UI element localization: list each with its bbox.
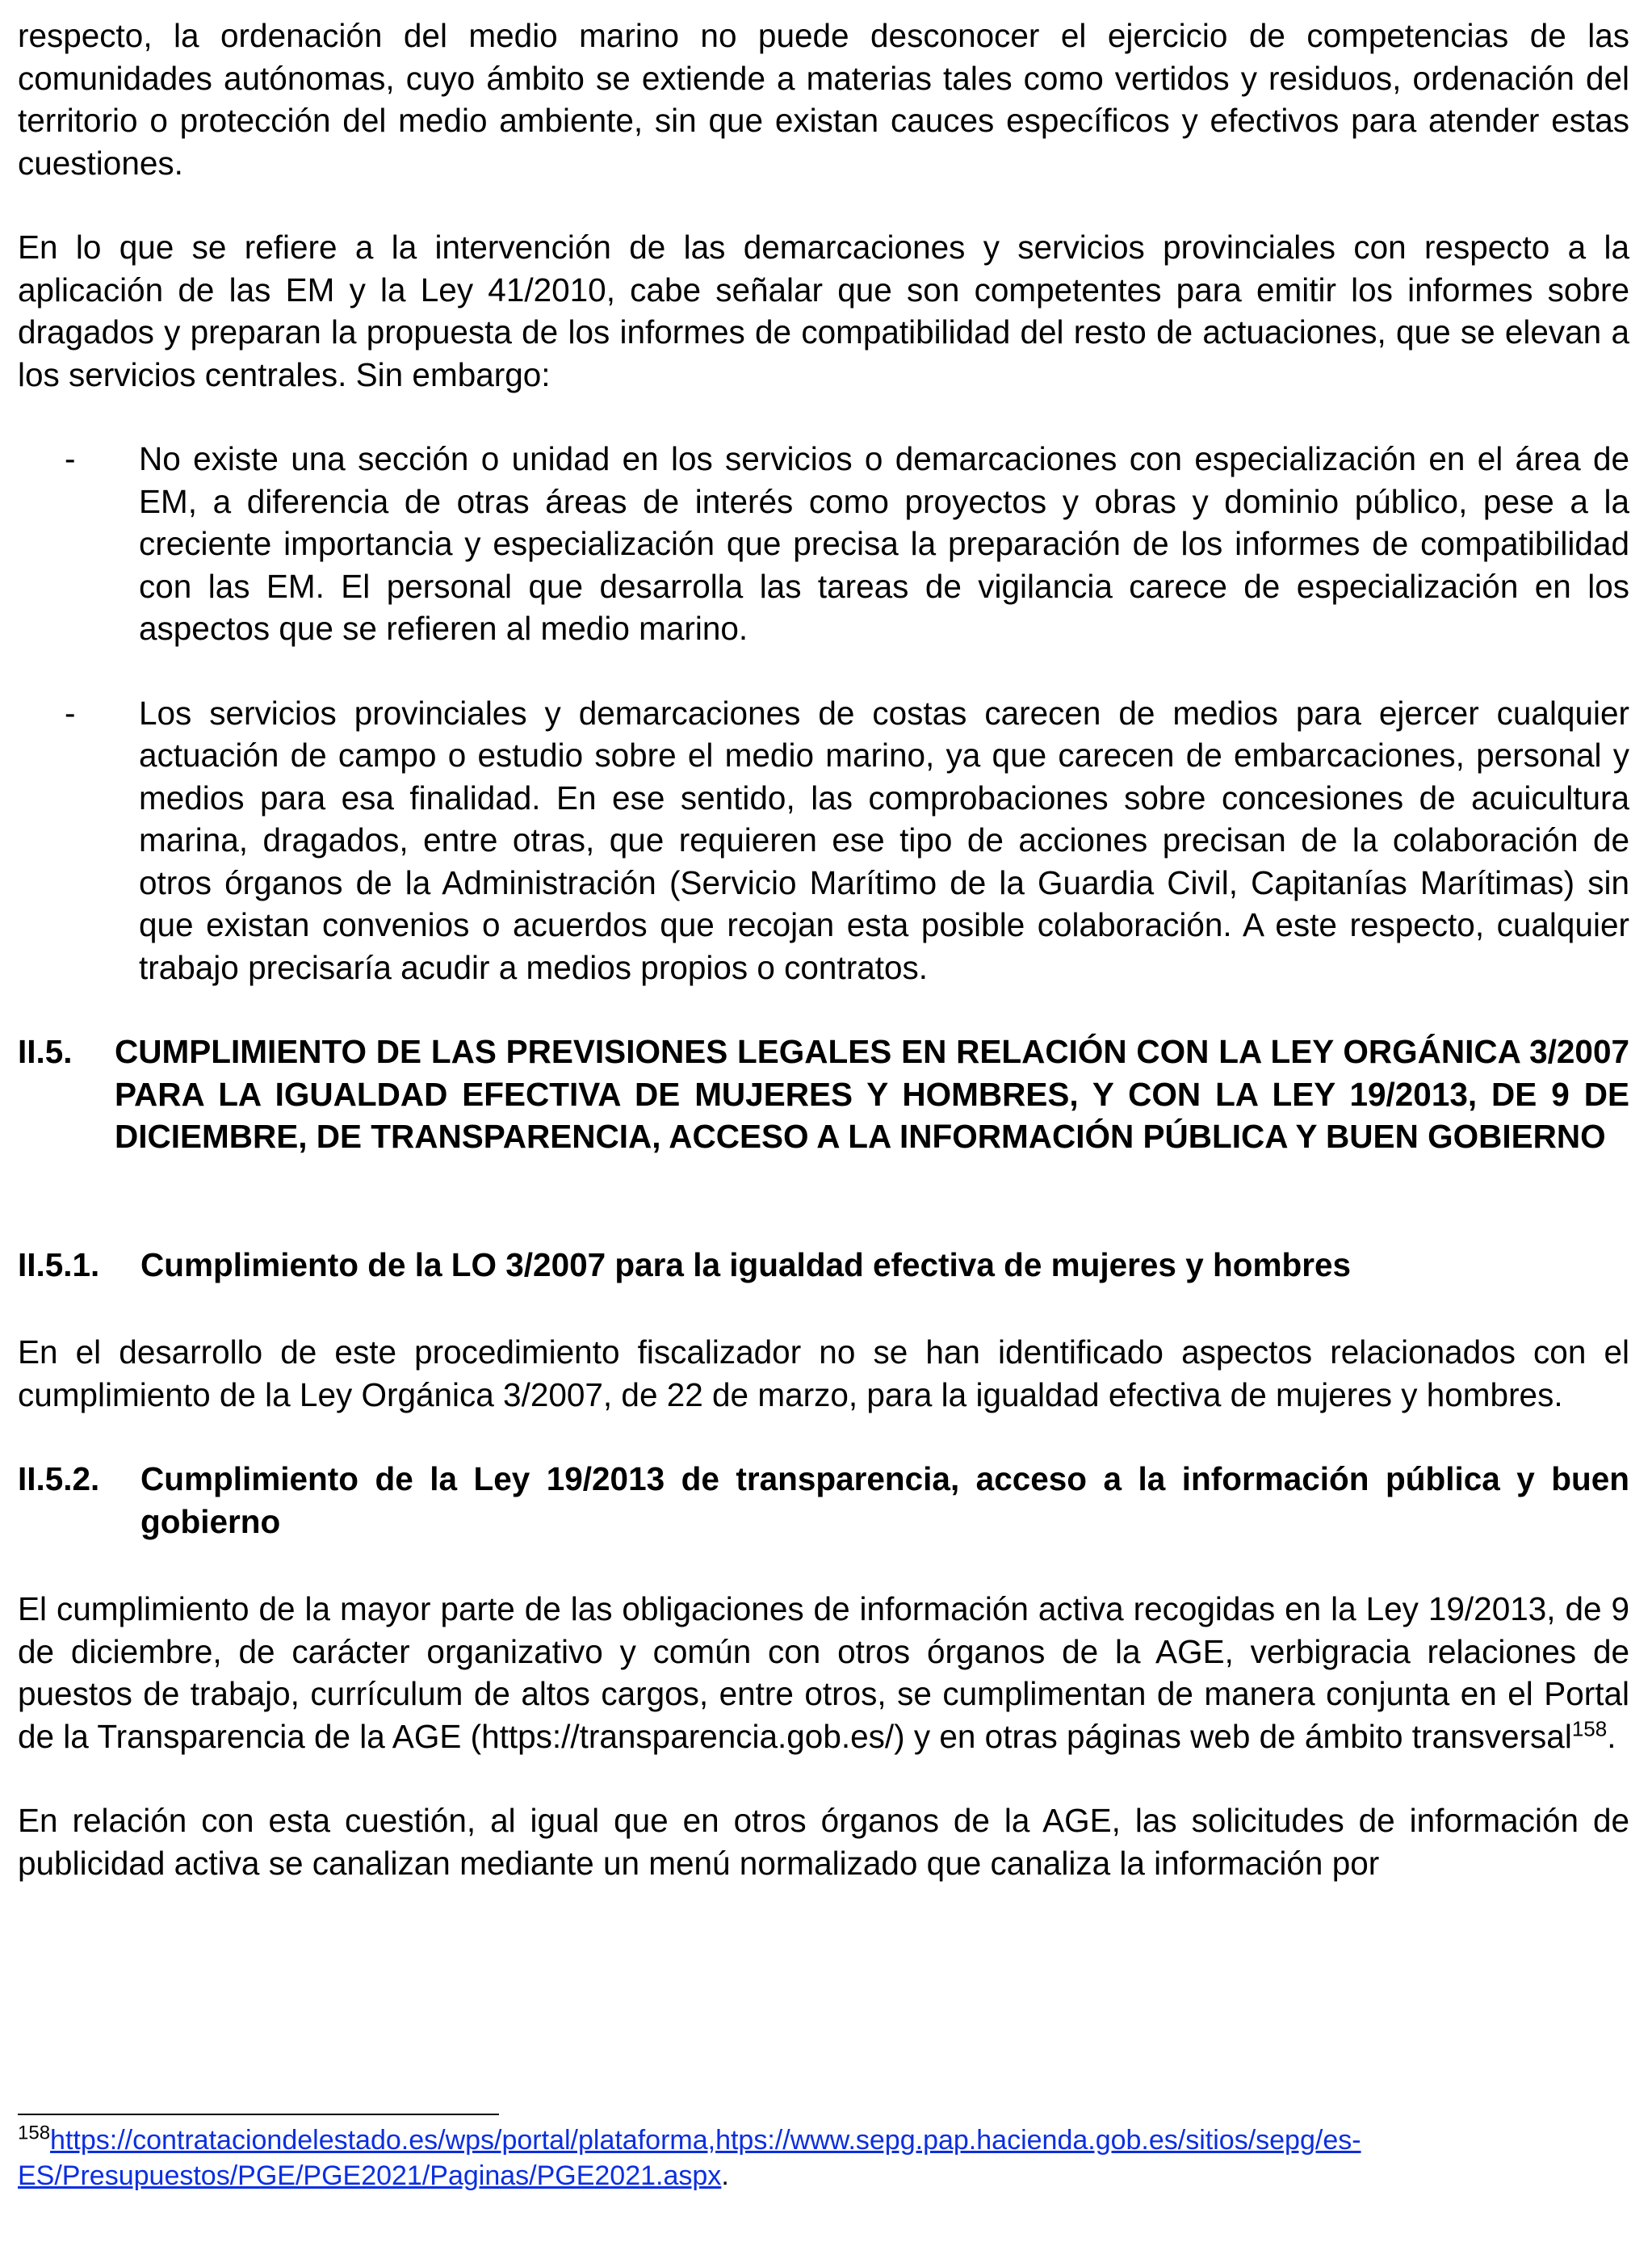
section-heading-ii5 — [18, 1031, 1629, 1158]
paragraph-transparencia — [18, 1588, 1629, 1757]
document-page — [18, 15, 1629, 1926]
paragraph-competencias: respecto, la ordenación del medio marino no puede desconocer el ejercicio de competencias de las comunidades autónomas, cuyo ámbito se extiende a materias tales como vertidos y residuos, ordenación del territorio o protección del medio ambiente, sin que existan cauces específicos y efectivos para atender estas cuestiones. — [18, 17, 1629, 182]
footnote — [18, 2122, 1629, 2194]
subsection-heading-ii51 — [18, 1244, 1629, 1287]
subsection-title: Cumplimiento de la Ley 19/2013 de transparencia, acceso a la información pública y buen gobierno — [140, 1460, 1629, 1540]
list-item — [18, 692, 1629, 989]
footnote-link[interactable]: https://contrataciondelestado.es/wps/portal/plataforma,htps://www.sepg.pap.hacienda.gob.es/sitios/sepg/es-ES/Presupuestos/PGE/PGE2021/Paginas/PGE2021.aspx — [18, 2125, 1361, 2191]
subsection-number: II.5.1. — [18, 1245, 100, 1283]
paragraph-end-period: . — [1607, 1717, 1616, 1755]
list-dash: - — [65, 440, 76, 477]
section-title: CUMPLIMIENTO DE LAS PREVISIONES LEGALES EN RELACIÓN CON LA LEY ORGÁNICA 3/2007 PARA LA IGUALDAD EFECTIVA DE MUJERES Y HOMBRES, Y CON LA LEY 19/2013, DE 9 DE DICIEMBRE, DE TRANSPARENCIA, ACCESO A LA INFORMACIÓN PÚBLICA Y BUEN GOBIERNO — [115, 1033, 1629, 1155]
paragraph-demarcaciones: En lo que se refiere a la intervención de las demarcaciones y servicios provinciales con respecto a la aplicación de las EM y la Ley 41/2010, cabe señalar que son competentes para emitir los informes sobre dragados y preparan la propuesta de los informes de compatibilidad del resto de actuaciones, que se elevan a los servicios centrales. Sin embargo: — [18, 229, 1629, 393]
list-dash: - — [65, 694, 76, 732]
section-number: II.5. — [18, 1033, 73, 1070]
footnote-end-period: . — [721, 2160, 729, 2191]
list-item-text: No existe una sección o unidad en los servicios o demarcaciones con especialización en el área de EM, a diferencia de otras áreas de interés como proyectos y obras y dominio público, pese a la creciente importancia y especialización que precisa la preparación de los informes de compatibilidad con las EM. El personal que desarrolla las tareas de vigilancia carece de especialización en los aspectos que se refieren al medio marino. — [139, 440, 1629, 647]
subsection-title: Cumplimiento de la LO 3/2007 para la igualdad efectiva de mujeres y hombres — [140, 1245, 1352, 1283]
footnote-divider — [18, 2114, 499, 2115]
list-item — [18, 438, 1629, 650]
footnote-reference[interactable]: 158 — [1571, 1716, 1608, 1740]
paragraph-transparencia-text: El cumplimiento de la mayor parte de las obligaciones de información activa recogidas en la Ley 19/2013, de 9 de diciembre, de carácter organizativo y común con otros órganos de la AGE, verbigracia relaciones de puestos de trabajo, currículum de altos cargos, entre otros, se cumplimentan de manera conjunta en el Portal de la Transparencia de la AGE (https://transparencia.gob.es/) y en otras páginas web de ámbito transversal — [18, 1590, 1629, 1755]
subsection-number: II.5.2. — [18, 1460, 100, 1497]
paragraph-igualdad: En el desarrollo de este procedimiento fiscalizador no se han identificado aspectos relacionados con el cumplimiento de la Ley Orgánica 3/2007, de 22 de marzo, para la igualdad efectiva de mujeres y hombres. — [18, 1333, 1629, 1413]
footnote-number: 158 — [18, 2122, 51, 2144]
list-item-text: Los servicios provinciales y demarcaciones de costas carecen de medios para ejercer cualquier actuación de campo o estudio sobre el medio marino, ya que carecen de embarcaciones, personal y medios para esa finalidad. En ese sentido, las comprobaciones sobre concesiones de acuicultura marina, dragados, entre otras, que requieren ese tipo de acciones precisan de la colaboración de otros órganos de la Administración (Servicio Marítimo de la Guardia Civil, Capitanías Marítimas) sin que existan convenios o acuerdos que recojan esta posible colaboración. A este respecto, cualquier trabajo precisaría acudir a medios propios o contratos. — [139, 694, 1629, 986]
paragraph-publicidad-activa: En relación con esta cuestión, al igual que en otros órganos de la AGE, las solicitudes de información de publicidad activa se canalizan mediante un menú normalizado que canaliza la información por — [18, 1802, 1629, 1882]
subsection-heading-ii52 — [18, 1458, 1629, 1543]
